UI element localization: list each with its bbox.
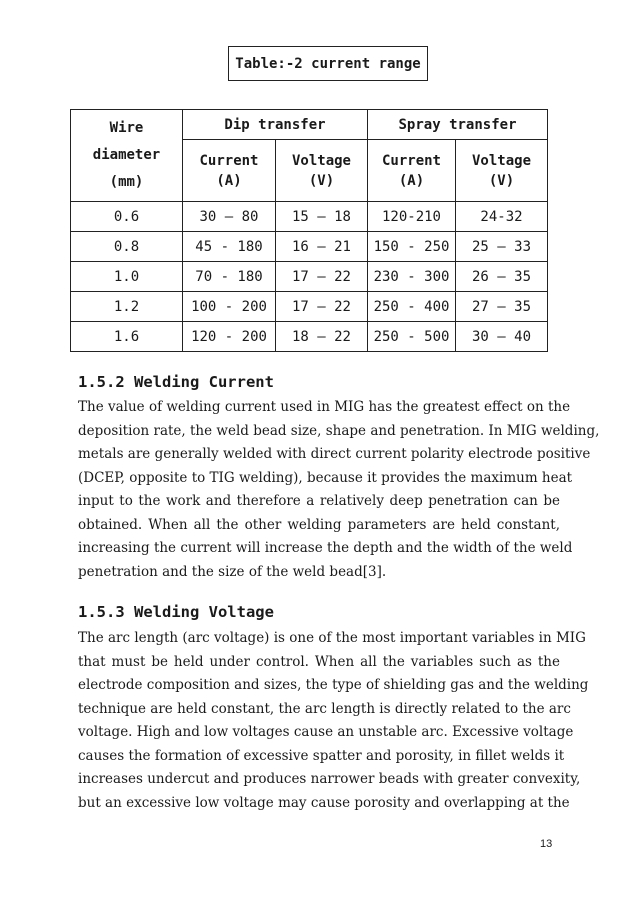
table-cell: 100 - 200 bbox=[183, 292, 276, 322]
welding-voltage-paragraph bbox=[78, 627, 589, 815]
wire-header-line: Wire bbox=[109, 120, 144, 136]
paragraph-line: metals are generally welded with direct current polarity electrode positive bbox=[78, 446, 591, 462]
table-cell: 250 - 500 bbox=[368, 322, 456, 352]
dip-transfer-header: Dip transfer bbox=[183, 110, 368, 140]
column-header bbox=[368, 140, 456, 202]
table-cell: 17 – 22 bbox=[276, 292, 368, 322]
paragraph-line: technique are held constant, the arc length is directly related to the arc bbox=[78, 700, 571, 717]
table-cell: 150 - 250 bbox=[368, 232, 456, 262]
table-cell: 30 – 40 bbox=[456, 322, 548, 352]
table-row bbox=[71, 262, 548, 292]
column-header-unit: (V) bbox=[488, 172, 515, 189]
table-cell: 120-210 bbox=[368, 202, 456, 232]
column-header bbox=[276, 140, 368, 202]
paragraph-line: The value of welding current used in MIG has the greatest effect on the bbox=[78, 399, 571, 415]
wire-header-line: diameter bbox=[92, 147, 161, 163]
table-cell: 0.8 bbox=[71, 232, 183, 262]
paragraph-line: penetration and the size of the weld bead[3]. bbox=[78, 563, 387, 580]
paragraph-line: electrode composition and sizes, the type of shielding gas and the welding bbox=[78, 677, 589, 693]
column-header-name: Voltage bbox=[291, 152, 351, 169]
column-header-unit: (A) bbox=[398, 172, 425, 189]
table-cell: 17 – 22 bbox=[276, 262, 368, 292]
paragraph-line: input to the work and therefore a relatively deep penetration can be bbox=[78, 493, 560, 509]
table-cell: 70 - 180 bbox=[183, 262, 276, 292]
table-cell: 120 - 200 bbox=[183, 322, 276, 352]
table-cell: 1.6 bbox=[71, 322, 183, 352]
table-cell: 24-32 bbox=[456, 202, 548, 232]
paragraph-line: increases undercut and produces narrower beads with greater convexity, bbox=[78, 771, 581, 787]
page-number: 13 bbox=[540, 838, 553, 850]
spray-transfer-header: Spray transfer bbox=[368, 110, 548, 140]
table-row bbox=[71, 322, 548, 352]
table-row bbox=[71, 232, 548, 262]
table-cell: 18 – 22 bbox=[276, 322, 368, 352]
table-cell: 30 – 80 bbox=[183, 202, 276, 232]
table-cell: 1.0 bbox=[71, 262, 183, 292]
table-row bbox=[71, 202, 548, 232]
section-heading-welding-voltage: 1.5.3 Welding Voltage bbox=[78, 603, 274, 621]
welding-current-paragraph bbox=[78, 396, 600, 584]
table-cell: 1.2 bbox=[71, 292, 183, 322]
paragraph-line: increasing the current will increase the depth and the width of the weld bbox=[78, 540, 573, 556]
paragraph-line: (DCEP, opposite to TIG welding), because it provides the maximum heat bbox=[78, 469, 573, 486]
table-cell: 27 – 35 bbox=[456, 292, 548, 322]
column-header-unit: (A) bbox=[216, 172, 242, 189]
paragraph-line: but an excessive low voltage may cause porosity and overlapping at the bbox=[78, 794, 570, 811]
table-cell: 45 - 180 bbox=[183, 232, 276, 262]
column-header-unit: (V) bbox=[308, 172, 335, 189]
paragraph-line: obtained. When all the other welding parameters are held constant, bbox=[78, 516, 560, 533]
wire-header-line: (mm) bbox=[109, 174, 144, 190]
paragraph-line: deposition rate, the weld bead size, shape and penetration. In MIG welding, bbox=[78, 422, 600, 439]
table-cell: 16 – 21 bbox=[276, 232, 368, 262]
paragraph-line: voltage. High and low voltages cause an unstable arc. Excessive voltage bbox=[78, 724, 574, 740]
current-range-table bbox=[70, 109, 548, 352]
table-caption: Table:-2 current range bbox=[228, 46, 428, 81]
table-cell: 15 – 18 bbox=[276, 202, 368, 232]
table-cell: 250 - 400 bbox=[368, 292, 456, 322]
paragraph-line: that must be held under control. When all the variables such as the bbox=[78, 653, 560, 670]
wire-diameter-header bbox=[71, 110, 183, 202]
paragraph-line: causes the formation of excessive spatter and porosity, in fillet welds it bbox=[78, 747, 565, 764]
column-header bbox=[183, 140, 276, 202]
table-cell: 0.6 bbox=[71, 202, 183, 232]
table-row bbox=[71, 292, 548, 322]
table-cell: 26 – 35 bbox=[456, 262, 548, 292]
column-header-name: Voltage bbox=[472, 152, 532, 169]
column-header-name: Current bbox=[381, 152, 441, 169]
column-header-name: Current bbox=[199, 152, 259, 169]
table-cell: 230 - 300 bbox=[368, 262, 456, 292]
paragraph-line: The arc length (arc voltage) is one of the most important variables in MIG bbox=[78, 630, 586, 646]
column-header bbox=[456, 140, 548, 202]
table-cell: 25 – 33 bbox=[456, 232, 548, 262]
section-heading-welding-current: 1.5.2 Welding Current bbox=[78, 373, 274, 391]
